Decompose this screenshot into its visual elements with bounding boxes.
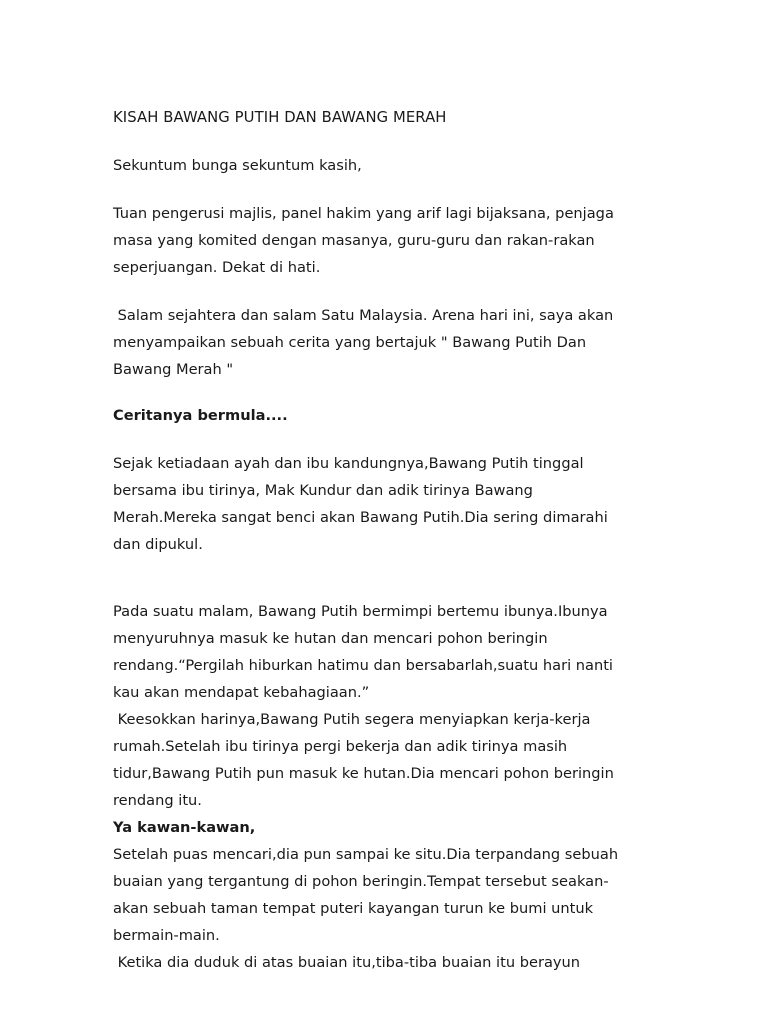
paragraph-line: Sejak ketiadaan ayah dan ibu kandungnya,Bawang Putih tinggal (113, 455, 584, 472)
paragraph-line: Pada suatu malam, Bawang Putih bermimpi bertemu ibunya.Ibunya (113, 603, 608, 620)
paragraph-line: kau akan mendapat kebahagiaan.” (113, 684, 370, 701)
greeting-line: Sekuntum bunga sekuntum kasih, (113, 157, 362, 174)
paragraph-2 (113, 302, 643, 383)
paragraph-line: bersama ibu tirinya, Mak Kundur dan adik tirinya Bawang (113, 482, 533, 499)
paragraph-line: bermain-main. (113, 927, 220, 944)
paragraph-1 (113, 200, 643, 281)
spacer (113, 131, 643, 152)
paragraph-line: rendang itu. (113, 792, 202, 809)
paragraph-4 (113, 598, 643, 814)
paragraph-line: Setelah puas mencari,dia pun sampai ke situ.Dia terpandang sebuah (113, 846, 619, 863)
section-heading: Ceritanya bermula.... (113, 407, 288, 424)
paragraph-line: Ketika dia duduk di atas buaian itu,tiba-tiba buaian itu berayun (113, 954, 581, 971)
paragraph-line: akan sebuah taman tempat puteri kayangan turun ke bumi untuk (113, 900, 594, 917)
paragraph-line: tidur,Bawang Putih pun masuk ke hutan.Dia mencari pohon beringin (113, 765, 614, 782)
paragraph-line: rendang.“Pergilah hiburkan hatimu dan bersabarlah,suatu hari nanti (113, 657, 613, 674)
paragraph-line: masa yang komited dengan masanya, guru-guru dan rakan-rakan (113, 232, 595, 249)
spacer (113, 558, 643, 598)
document-title: KISAH BAWANG PUTIH DAN BAWANG MERAH (113, 109, 447, 126)
paragraph-line: seperjuangan. Dekat di hati. (113, 259, 321, 276)
section-heading: Ya kawan-kawan, (113, 819, 256, 836)
paragraph-line: rumah.Setelah ibu tirinya pergi bekerja dan adik tirinya masih (113, 738, 568, 755)
spacer (113, 179, 643, 200)
paragraph-line: Keesokkan harinya,Bawang Putih segera menyiapkan kerja-kerja (113, 711, 591, 728)
paragraph-line: menyuruhnya masuk ke hutan dan mencari pohon beringin (113, 630, 548, 647)
paragraph-line: Merah.Mereka sangat benci akan Bawang Putih.Dia sering dimarahi (113, 509, 608, 526)
spacer (113, 281, 643, 302)
spacer (113, 429, 643, 450)
paragraph-line: Salam sejahtera dan salam Satu Malaysia. Arena hari ini, saya akan (113, 307, 614, 324)
paragraph-line: Tuan pengerusi majlis, panel hakim yang arif lagi bijaksana, penjaga (113, 205, 614, 222)
paragraph-line: buaian yang tergantung di pohon beringin.Tempat tersebut seakan- (113, 873, 609, 890)
document-page (113, 104, 643, 976)
paragraph-line: Bawang Merah " (113, 361, 234, 378)
paragraph-3 (113, 450, 643, 558)
spacer (113, 383, 643, 402)
paragraph-5 (113, 841, 643, 976)
paragraph-line: dan dipukul. (113, 536, 203, 553)
paragraph-line: menyampaikan sebuah cerita yang bertajuk " Bawang Putih Dan (113, 334, 587, 351)
